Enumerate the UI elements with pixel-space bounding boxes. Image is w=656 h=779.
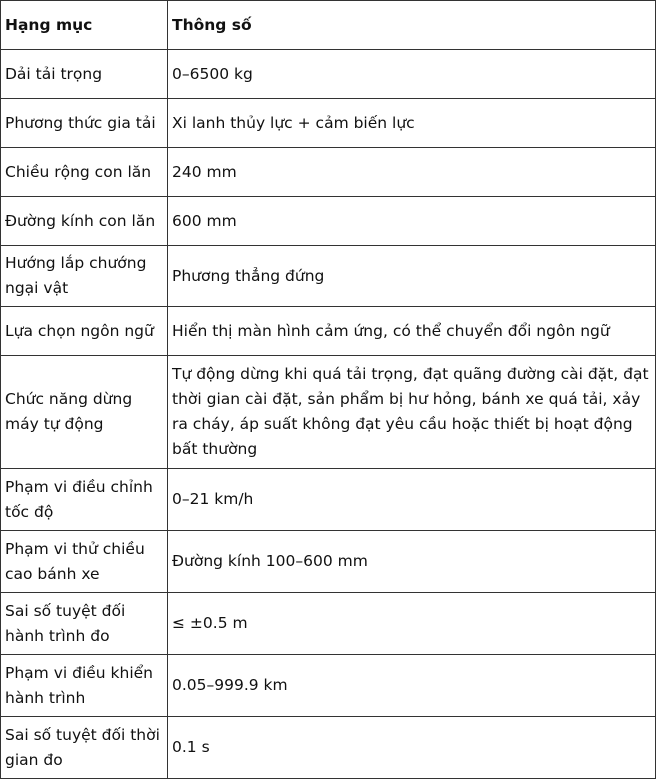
row-value: 240 mm: [168, 148, 656, 197]
row-item: Phạm vi thử chiều cao bánh xe: [1, 531, 168, 593]
table-row: [1, 99, 656, 148]
row-value: 600 mm: [168, 197, 656, 246]
row-value: Tự động dừng khi quá tải trọng, đạt quãng đường cài đặt, đạt thời gian cài đặt, sản phẩm bị hư hỏng, bánh xe quá tải, xảy ra cháy, áp suất không đạt yêu cầu hoặc thiết bị hoạt động bất thường: [168, 356, 656, 469]
row-item: Chiều rộng con lăn: [1, 148, 168, 197]
table-row: [1, 50, 656, 99]
row-item: Phạm vi điều chỉnh tốc độ: [1, 469, 168, 531]
table-row: [1, 717, 656, 779]
row-value: Phương thẳng đứng: [168, 246, 656, 307]
table-row: [1, 246, 656, 307]
table-row: [1, 469, 656, 531]
row-item: Phạm vi điều khiển hành trình: [1, 655, 168, 717]
row-value: 0–6500 kg: [168, 50, 656, 99]
table-row: [1, 307, 656, 356]
table-row: [1, 531, 656, 593]
table-header-row: [1, 1, 656, 50]
row-value: 0–21 km/h: [168, 469, 656, 531]
row-item: Sai số tuyệt đối thời gian đo: [1, 717, 168, 779]
table-row: [1, 655, 656, 717]
header-value: Thông số: [168, 1, 656, 50]
header-item: Hạng mục: [1, 1, 168, 50]
table-row: [1, 148, 656, 197]
row-value: 0.1 s: [168, 717, 656, 779]
row-value: Xi lanh thủy lực + cảm biến lực: [168, 99, 656, 148]
table-row: [1, 593, 656, 655]
row-value: Hiển thị màn hình cảm ứng, có thể chuyển đổi ngôn ngữ: [168, 307, 656, 356]
row-item: Phương thức gia tải: [1, 99, 168, 148]
row-value: Đường kính 100–600 mm: [168, 531, 656, 593]
row-value: 0.05–999.9 km: [168, 655, 656, 717]
row-item: Chức năng dừng máy tự động: [1, 356, 168, 469]
table-row: [1, 197, 656, 246]
row-item: Sai số tuyệt đối hành trình đo: [1, 593, 168, 655]
row-item: Đường kính con lăn: [1, 197, 168, 246]
row-item: Lựa chọn ngôn ngữ: [1, 307, 168, 356]
row-item: Hướng lắp chướng ngại vật: [1, 246, 168, 307]
row-item: Dải tải trọng: [1, 50, 168, 99]
table-row: [1, 356, 656, 469]
row-value: ≤ ±0.5 m: [168, 593, 656, 655]
